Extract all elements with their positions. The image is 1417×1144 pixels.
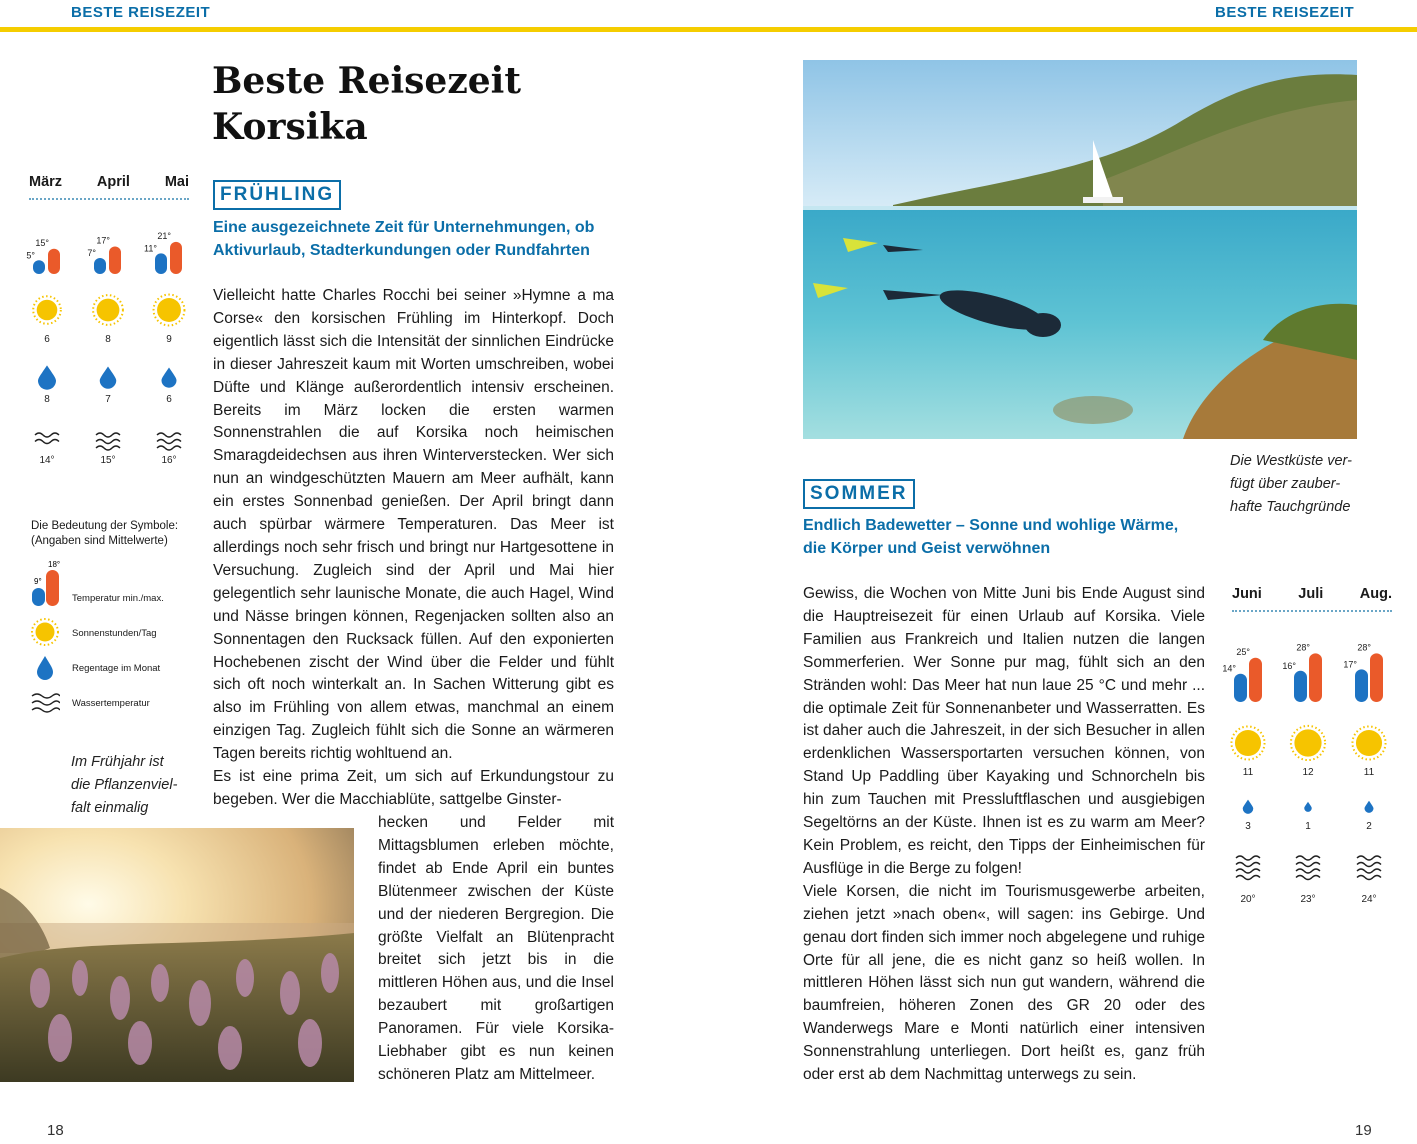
legend-example-max: 18°: [48, 560, 60, 569]
spring-month-row: [29, 174, 189, 200]
temp-min-bar: [1355, 669, 1368, 702]
wave-icon: [1236, 869, 1260, 873]
title-line-1: Beste Reisezeit: [212, 60, 521, 102]
temp-max-icon: [46, 570, 59, 606]
month-label: Mai: [164, 174, 189, 190]
raindrop-icon: [1365, 801, 1374, 813]
raindrop-icon: [162, 368, 177, 388]
temp-max-bar: [1370, 653, 1383, 702]
summer-paragraph-2: Viele Korsen, die nicht im Tourismusgewerbe arbeiten, ziehen jetzt »nach oben«, will sagen: ins Gebirge. Und genau dort finden sich immer noch abgelegene und ruhige Orte für all jene, die es nicht ganz so heiß wollen. In mittleren Höhen lässt sich nun gut wandern, während die baumfreien, höheren Zonen des GR 20 oder des Wanderwegs Mare e Monti natürlich einer intensiven Sonnenstrahlung unterliegen. Dort heißt es, ganz früh oder erst ab dem Nachmittag unterwegs zu sein.: [803, 882, 1205, 1084]
wave-icon: [1357, 856, 1381, 860]
wave-icon: [157, 433, 181, 437]
wave-icon: [157, 440, 181, 444]
wave-icon: [1296, 856, 1320, 860]
water-temp-label: 14°: [39, 455, 55, 466]
summer-subtitle: [803, 514, 1223, 560]
wave-icon: [96, 446, 120, 450]
caption-line: Im Frühjahr ist: [71, 754, 164, 770]
legend-title-line-1: Die Bedeutung der Symbole:: [31, 520, 179, 532]
wave-icon: [96, 440, 120, 444]
rain-days-label: 2: [1366, 821, 1372, 832]
wave-icon: [1357, 869, 1381, 873]
temp-min-bar: [33, 260, 45, 274]
summer-climate-graphics: [1219, 622, 1404, 912]
rain-days-label: 6: [166, 394, 172, 405]
header-rule: [0, 27, 1417, 32]
temp-min-bar: [155, 253, 167, 274]
caption-line: hafte Tauchgründe: [1230, 499, 1351, 515]
temp-min-label: 11°: [144, 243, 157, 254]
sun-hours-label: 9: [166, 334, 172, 345]
sun-icon: [37, 300, 58, 321]
wave-icon: [1236, 863, 1260, 867]
title-line-2: Korsika: [212, 106, 368, 148]
sun-hours-label: 8: [105, 334, 111, 345]
wave-icon: [1296, 863, 1320, 867]
month-label: April: [96, 174, 130, 190]
page-number-right: 19: [1355, 1122, 1372, 1139]
wave-icon: [1236, 876, 1260, 880]
temp-max-bar: [170, 242, 182, 274]
summer-body-text: [803, 583, 1205, 1087]
spring-paragraph-1: Vielleicht hatte Charles Rocchi bei seiner »Hymne a ma Corse« den korsischen Frühling im Hinterkopf. Doch eigentlich lässt sich die Intensität der sinnlichen Eindrücke in dieser Jahreszeit kaum mit Worten umschreiben, wobei Düfte und Klänge außerordentlich intensiv erscheinen. Bereits im März locken die ersten warmen Sonnenstrahlen die auf Korsika noch heimischen Smaragdeidechsen aus ihren Winterverstecken. Wer sich nun an windgeschützten Mauern am Meer aufhält, kann ein erstes Sonnenbad genießen. Der April bringt dann auch spürbar wärmere Temperaturen. Das Meer ist allerdings noch sehr frisch und bringt nur Hartgesottene in Versuchung. Zugleich sind der April und Mai hier gelegentlich sehr launische Monate, die auch Hagel, Wind und Nässe bringen können, Regenjacken sollten also an Sonnentagen den Rucksack füllen. Auf den exponierten Hochebenen zischt der Wind über die Felder und fühlt sich oft noch winterkalt an. In Sachen Witterung gibt es also im Frühling von allem etwas, manchmal an einem einzigen Tag. Zugleich fühlt sich die Sonne an wärmeren Tagen bereits richtig wohltuend an.: [213, 287, 614, 763]
spring-paragraph-2a: Es ist eine prima Zeit, um sich auf Erkundungstour zu begeben. Wer die Macchiablüte, sattgelbe Ginster-: [213, 768, 614, 808]
temp-max-bar: [109, 246, 121, 274]
legend-example-min: 9°: [34, 577, 42, 586]
sun-icon: [97, 299, 120, 322]
spring-body-text-narrow: [378, 812, 614, 1087]
wave-icon: [1236, 856, 1260, 860]
spring-season-label: FRÜHLING: [213, 180, 341, 210]
wave-icon: [1296, 869, 1320, 873]
month-label: Aug.: [1359, 586, 1392, 602]
rain-days-label: 7: [105, 394, 111, 405]
spring-climate-graphics: [18, 210, 198, 475]
sun-icon: [1294, 729, 1321, 756]
summer-snorkel-photo: [803, 60, 1357, 439]
temp-max-label: 21°: [157, 230, 171, 241]
water-temp-label: 23°: [1300, 894, 1316, 905]
rain-days-label: 3: [1245, 821, 1251, 832]
sun-hours-label: 12: [1302, 767, 1314, 778]
temp-max-label: 28°: [1296, 642, 1310, 653]
temp-min-bar: [1234, 674, 1247, 702]
water-temp-label: 24°: [1361, 894, 1377, 905]
temp-max-bar: [48, 249, 60, 274]
wave-icon: [35, 433, 59, 437]
raindrop-icon: [37, 656, 53, 680]
month-label: März: [29, 174, 63, 190]
summer-month-row: [1232, 586, 1392, 612]
temp-max-bar: [1309, 653, 1322, 702]
water-temp-label: 20°: [1240, 894, 1256, 905]
legend-title: [31, 519, 178, 549]
caption-line: fügt über zauber-: [1230, 476, 1341, 492]
subtitle-line: Endlich Badewetter – Sonne und wohlige Wärme,: [803, 517, 1179, 534]
temp-min-label: 5°: [26, 250, 35, 261]
month-label: Juli: [1298, 586, 1324, 602]
sun-hours-label: 11: [1242, 767, 1254, 778]
temp-min-label: 16°: [1282, 660, 1296, 671]
spring-subtitle: [213, 216, 633, 262]
sun-hours-label: 6: [44, 334, 50, 345]
running-head-left: BESTE REISEZEIT: [71, 4, 211, 21]
summer-paragraph-1: Gewiss, die Wochen von Mitte Juni bis Ende August sind die Hauptreisezeit für einen Urlaub auf Korsika. Viele Familien aus Frankreich und Italien nutzen die langen Sommerferien. Wer Sonne pur mag, fühlt sich an den Stränden wohl: Das Meer hat nun laue 25 °C und mehr ... die optimale Zeit für Sonnenanbeter und Wasserratten. Es ist daher auch die Jahreszeit, in der sich Besucher in allen erdenklichen Wassersportarten versuchen können, von Stand Up Paddling über Kayaking und Schnorcheln bis hin zum Tauchen mit Pressluftflaschen und ausgiebigen Segeltörns an der Küste. Ihnen ist es zu warm am Meer? Kein Problem, es reicht, den Tipps der Einheimischen für Ausflüge in die Berge zu folgen!: [803, 585, 1205, 877]
spring-climate-table: [29, 174, 189, 200]
sun-icon: [32, 619, 58, 645]
legend-rain: Regentage im Monat: [72, 663, 161, 674]
wave-icon: [1357, 863, 1381, 867]
legend-water: Wassertemperatur: [72, 698, 150, 709]
legend-sun: Sonnenstunden/Tag: [72, 628, 157, 639]
temp-max-label: 25°: [1236, 646, 1250, 657]
legend-temp: Temperatur min./max.: [72, 593, 164, 604]
legend-title-line-2: (Angaben sind Mittelwerte): [31, 535, 168, 547]
wave-icon: [96, 433, 120, 437]
running-head-right: BESTE REISEZEIT: [1215, 4, 1355, 21]
page-number-left: 18: [47, 1122, 64, 1139]
spring-body-text: [213, 285, 614, 812]
wave-icon: [1357, 876, 1381, 880]
temp-max-label: 28°: [1357, 642, 1371, 653]
temp-max-bar: [1249, 658, 1262, 702]
page-title: [212, 58, 521, 150]
month-label: Juni: [1232, 586, 1262, 602]
temp-max-label: 17°: [96, 235, 110, 246]
raindrop-icon: [100, 366, 117, 388]
wave-icon: [1296, 876, 1320, 880]
raindrop-icon: [1243, 800, 1254, 814]
caption-line: Die Westküste ver-: [1230, 453, 1352, 469]
temp-min-bar: [1294, 671, 1307, 702]
summer-season-label: SOMMER: [803, 479, 915, 509]
spring-photo-caption: [71, 751, 177, 820]
temp-min-icon: [32, 588, 45, 606]
caption-line: falt einmalig: [71, 800, 149, 816]
temp-max-label: 15°: [35, 237, 49, 248]
subtitle-line: Eine ausgezeichnete Zeit für Unternehmungen, ob: [213, 219, 595, 236]
wave-icon: [32, 694, 60, 712]
subtitle-line: Aktivurlaub, Stadterkundungen oder Rundfahrten: [213, 242, 590, 259]
wave-icon: [157, 446, 181, 450]
rain-days-label: 8: [44, 394, 50, 405]
temp-min-label: 17°: [1343, 659, 1357, 670]
spring-flowers-photo: [0, 828, 354, 1082]
temp-min-label: 7°: [87, 247, 96, 258]
summer-climate-table: [1232, 586, 1392, 612]
wave-icon: [35, 440, 59, 444]
sun-icon: [157, 298, 181, 322]
legend-icons: [28, 558, 60, 723]
temp-min-label: 14°: [1222, 663, 1236, 674]
sun-hours-label: 11: [1363, 767, 1375, 778]
raindrop-icon: [1304, 802, 1312, 812]
spring-paragraph-2b: hecken und Felder mit Mittagsblumen erleben möchte, findet ab Ende April ein buntes Blütenmeer zwischen der Küste und der niederen Bergregion. Die größte Vielfalt an Blütenpracht breitet sich jetzt bis in die mittleren Höhen aus, und die Insel bezaubert mit großartigen Panoramen. Für viele Korsika-Liebhaber gibt es nun keinen schöneren Platz am Mittelmeer.: [378, 814, 614, 1083]
water-temp-label: 16°: [161, 455, 177, 466]
caption-line: die Pflanzenviel-: [71, 777, 178, 793]
subtitle-line: die Körper und Geist verwöhnen: [803, 540, 1051, 557]
sun-icon: [1235, 730, 1261, 756]
raindrop-icon: [38, 365, 56, 389]
temp-min-bar: [94, 258, 106, 274]
summer-photo-caption: [1230, 450, 1352, 519]
water-temp-label: 15°: [100, 455, 116, 466]
rain-days-label: 1: [1305, 821, 1311, 832]
sun-icon: [1356, 730, 1382, 756]
